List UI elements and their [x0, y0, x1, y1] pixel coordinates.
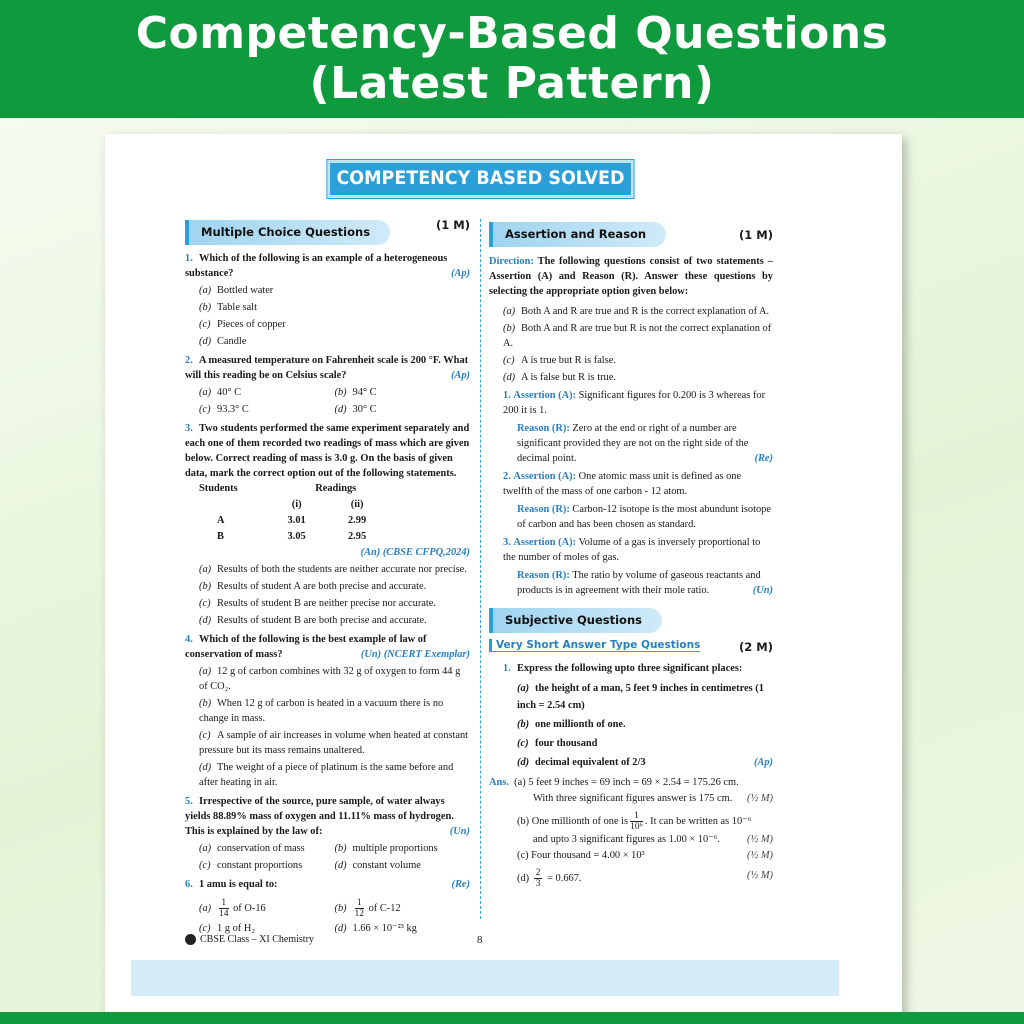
option: (d) The weight of a piece of platinum is the same before and after heating in air.: [199, 762, 454, 788]
option: (c) 93.3° C: [199, 404, 249, 415]
bottom-strip: [131, 960, 839, 996]
page-header: COMPETENCY BASED SOLVED EXAMPLES: [327, 160, 633, 198]
readings-table: Students Readings (i) (ii) A 3.01 2.99 B 3.05 2.95: [199, 481, 399, 545]
option: (a) Results of both the students are neither accurate nor precise.: [199, 564, 467, 575]
page-footer: CBSE Class – XI Chemistry: [185, 934, 314, 945]
direction: Direction: The following questions consist of two statements – Assertion (A) and Reason (R). Answer these questions by selecting the appropriate option given below:: [489, 256, 773, 297]
option: (b) When 12 g of carbon is heated in a vacuum there is no change in mass.: [199, 698, 444, 724]
book-icon: [185, 934, 196, 945]
option: (a) conservation of mass: [199, 843, 305, 854]
page-number: 8: [477, 934, 483, 946]
subjective-question-1: 1. Express the following upto three significant places:: [503, 663, 743, 674]
question-1: 1. Which of the following is an example of a heterogeneous substance? (Ap): [185, 253, 470, 279]
option: (c) Results of student B are neither precise nor accurate.: [199, 598, 436, 609]
banner-subtitle: (Latest Pattern): [309, 58, 715, 109]
banner: [0, 0, 1024, 118]
option: (c) Pieces of copper: [199, 319, 286, 330]
part: (b) one millionth of one.: [517, 719, 626, 730]
option: (a) 40° C: [199, 387, 242, 398]
option: (a) 12 g of carbon combines with 32 g of oxygen to form 44 g of CO₂.: [199, 666, 461, 692]
part: (d) decimal equivalent of 2/3 (Ap): [517, 757, 773, 768]
section-vsa: Very Short Answer Type Questions: [489, 639, 700, 652]
answer: Ans. (a) 5 feet 9 inches = 69 inch = 69 × 2.54 = 175.26 cm. With three significant figures answer is 175 cm. (½ M) (b) One millionth of one is $\frac{1}{\text{10⁶}}$ . It can be written as 10⁻⁶ and upto 3 significant figures as 1.00 × 10⁻⁶. (½ M) (c) Four thousand = 4.00 × 10³ (½ M) (d) $\frac{2}{3}$ = 0.667. (½ M): [489, 777, 773, 889]
right-column: [489, 222, 773, 889]
option: (c) A is true but R is false.: [503, 355, 616, 366]
question-6: 6. 1 amu is equal to: (Re): [185, 879, 470, 890]
banner-title: Competency-Based Questions: [135, 8, 889, 59]
column-divider: [480, 219, 481, 919]
table-header: Readings: [315, 483, 357, 494]
source-tag: (An) (CBSE CFPQ,2024): [360, 547, 470, 558]
option: (b) Results of student A are both precise and accurate.: [199, 581, 427, 592]
option: (b) $\frac{1}{12}$ of C-12: [334, 898, 401, 919]
section-subjective: Subjective Questions: [489, 608, 662, 633]
option: (b) 94° C: [334, 387, 377, 398]
option: (d) 1.66 × 10⁻²³ kg: [334, 923, 417, 934]
option: (c) A sample of air increases in volume when heated at constant pressure but its mass remains unaltered.: [199, 730, 469, 756]
question-4: 4. Which of the following is the best example of law of conservation of mass? (Un) (NCERT Exemplar): [185, 634, 470, 660]
ar-item-3: 3. Assertion (A): Volume of a gas is inversely proportional to the number of moles of gas. Reason (R): The ratio by volume of gaseous reactants and products is in agreement with their mole ratio. (Un): [503, 537, 773, 596]
option: (c) constant proportions: [199, 860, 303, 871]
option: (b) multiple proportions: [334, 843, 438, 854]
marks-vsa: (2 M): [739, 640, 773, 654]
question-5: 5. Irrespective of the source, pure sample, of water always yields 88.89% mass of oxygen and 11.11% mass of hydrogen. This is explained by the law of: (Un): [185, 796, 470, 837]
option: (b) Table salt: [199, 302, 257, 313]
option: (d) Results of student B are both precise and accurate.: [199, 615, 427, 626]
ar-item-1: 1. Assertion (A): Significant figures for 0.200 is 3 whereas for 200 it is 1. Reason (R): Zero at the end or right of a number are significant provided they are not on the right side of the decimal point. (Re): [503, 390, 773, 464]
textbook-page: [105, 134, 902, 1024]
table-header: Students: [199, 483, 238, 494]
option: (d) 30° C: [334, 404, 377, 415]
left-column: [185, 220, 470, 936]
option: (c) 1 g of H₂: [199, 923, 255, 934]
section-assertion-reason: Assertion and Reason: [489, 222, 666, 247]
bottom-bar: [0, 1012, 1024, 1024]
option: (d) constant volume: [334, 860, 421, 871]
option: (a) $\frac{1}{14}$ of O-16: [199, 898, 266, 919]
option: (a) Bottled water: [199, 285, 274, 296]
question-3: 3. Two students performed the same experiment separately and each one of them recorded two readings of mass which are given below. Correct reading of mass is 3.0 g. On the basis of given data, mark the correct option out of the following statements.: [185, 423, 470, 479]
section-mcq: Multiple Choice Questions: [185, 220, 390, 245]
option: (d) A is false but R is true.: [503, 372, 616, 383]
part: (c) four thousand: [517, 738, 598, 749]
table-row: A 3.01 2.99: [217, 515, 367, 526]
option: (d) Candle: [199, 336, 247, 347]
question-2: 2. A measured temperature on Fahrenheit scale is 200 °F. What will this reading be on Celsius scale? (Ap): [185, 355, 470, 381]
table-row: B 3.05 2.95: [217, 531, 367, 542]
ar-item-2: 2. Assertion (A): One atomic mass unit is defined as one twelfth of the mass of one carbon - 12 atom. Reason (R): Carbon-12 isotope is the most abundunt isotope of carbon and has been chosen as standard.: [503, 471, 771, 530]
option: (b) Both A and R are true but R is not the correct explanation of A.: [503, 323, 772, 349]
marks-mcq: (1 M): [436, 218, 470, 232]
option: (a) Both A and R are true and R is the correct explanation of A.: [503, 306, 770, 317]
part: (a) the height of a man, 5 feet 9 inches in centimetres (1 inch = 2.54 cm): [517, 683, 764, 711]
marks-assertion: (1 M): [739, 228, 773, 242]
